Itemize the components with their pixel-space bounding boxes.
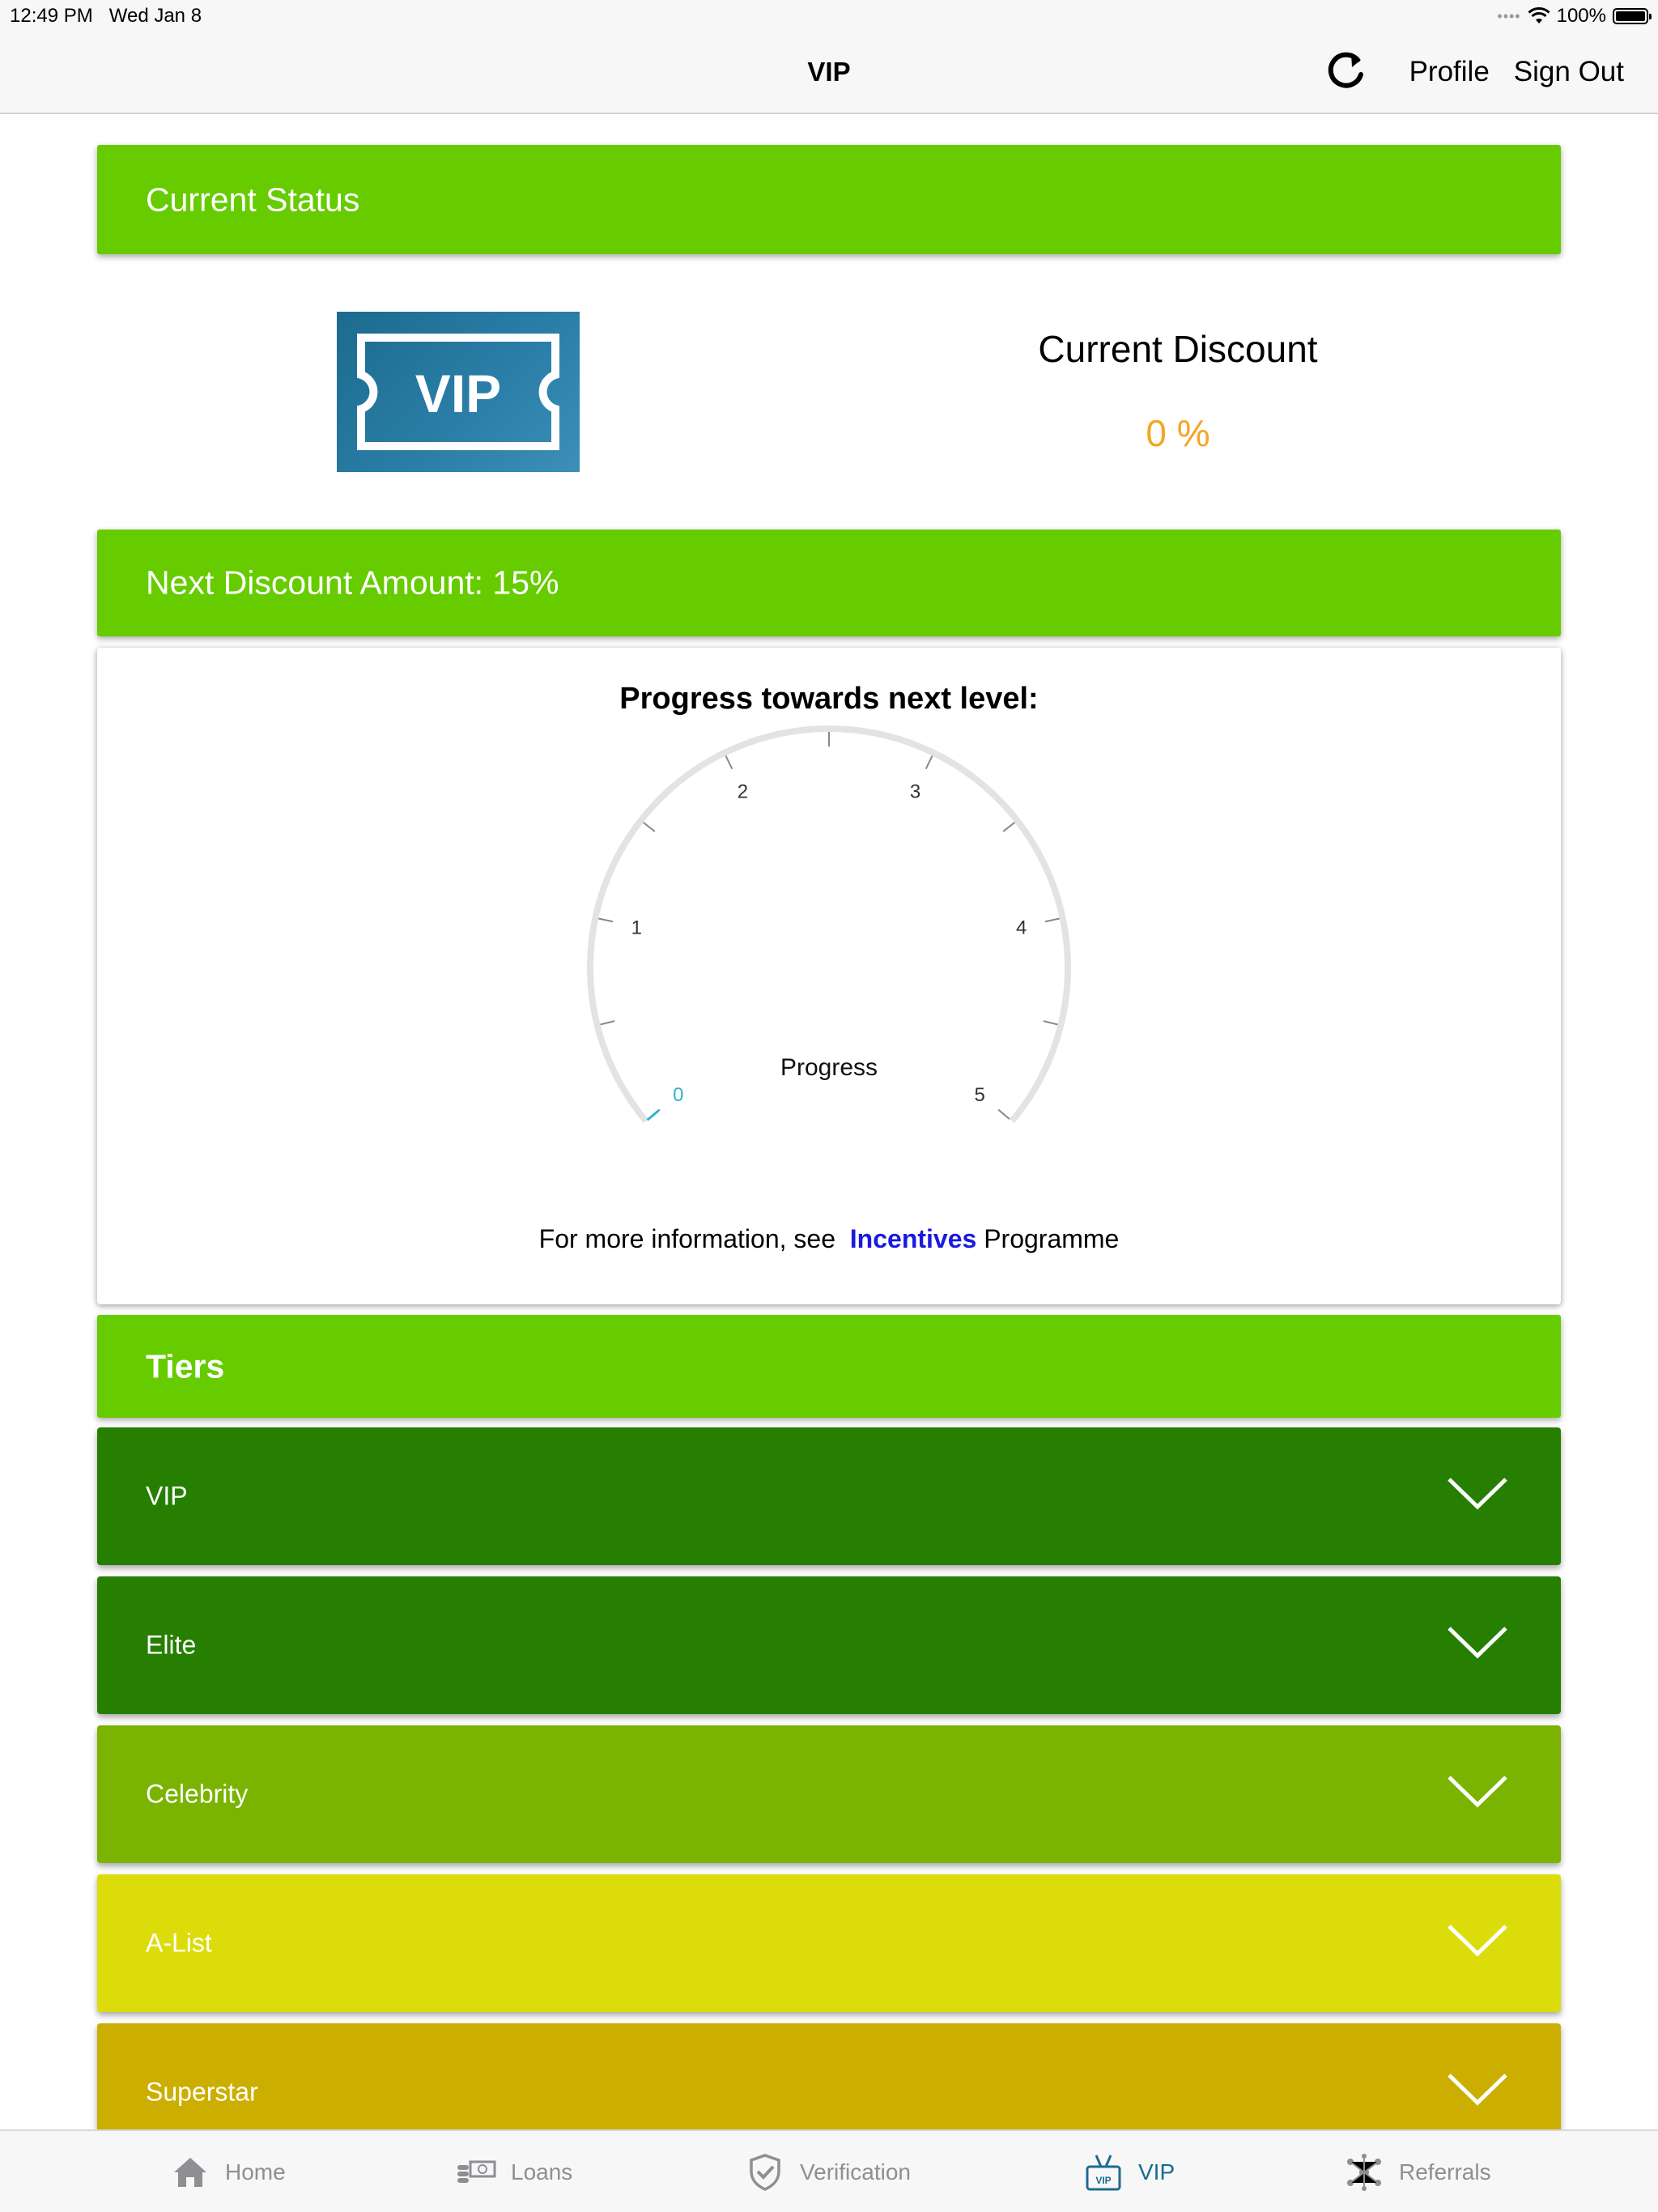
tier-label: Celebrity bbox=[146, 1779, 249, 1809]
gauge-pointer bbox=[648, 1111, 659, 1121]
refresh-icon[interactable] bbox=[1324, 50, 1367, 94]
vip-logo bbox=[337, 312, 580, 472]
next-discount-header bbox=[97, 530, 1561, 636]
cellular-signal-icon: •••• bbox=[1497, 7, 1521, 24]
tier-label: Elite bbox=[146, 1630, 197, 1660]
chevron-down-icon bbox=[1446, 2072, 1509, 2108]
sign-out-button[interactable]: Sign Out bbox=[1513, 56, 1624, 87]
gauge-major-tick bbox=[926, 755, 933, 768]
gauge-minor-tick bbox=[1044, 1021, 1057, 1024]
gauge-major-tick bbox=[598, 918, 613, 921]
current-status-title: Current Status bbox=[146, 181, 360, 218]
chevron-down-icon bbox=[1446, 1774, 1509, 1810]
chevron-down-icon bbox=[1446, 1625, 1509, 1661]
tier-row-a-list[interactable] bbox=[97, 1874, 1561, 2012]
gauge-minor-tick bbox=[1003, 823, 1014, 832]
navigation-bar bbox=[0, 32, 1658, 114]
incentives-link[interactable]: Incentives bbox=[849, 1224, 977, 1253]
tab-vip[interactable]: VIP VIP bbox=[1083, 2131, 1175, 2212]
gauge-tick-label: 5 bbox=[974, 1084, 985, 1107]
profile-button[interactable]: Profile bbox=[1409, 56, 1490, 87]
money-icon bbox=[456, 2152, 496, 2193]
gauge-tick-label: 2 bbox=[737, 781, 749, 803]
page-title: VIP bbox=[807, 57, 851, 87]
gauge-major-tick bbox=[1045, 918, 1060, 921]
tier-label: VIP bbox=[146, 1481, 188, 1511]
home-icon bbox=[170, 2152, 210, 2193]
gauge-minor-tick bbox=[601, 1021, 614, 1024]
progress-title: Progress towards next level: bbox=[619, 682, 1039, 716]
gauge-minor-tick bbox=[644, 823, 655, 832]
tab-verification[interactable]: Verification bbox=[745, 2131, 911, 2212]
chevron-down-icon bbox=[1446, 1923, 1509, 1959]
tier-label: Superstar bbox=[146, 2077, 258, 2107]
tier-row-vip[interactable] bbox=[97, 1427, 1561, 1565]
gauge-tick-label: 0 bbox=[673, 1084, 684, 1107]
network-icon bbox=[1344, 2152, 1384, 2193]
battery-percent: 100% bbox=[1556, 5, 1606, 27]
status-time: 12:49 PM Wed Jan 8 bbox=[10, 5, 202, 27]
current-discount-value: 0 % bbox=[1146, 412, 1210, 454]
gauge-tick-label: 4 bbox=[1016, 917, 1027, 939]
tab-home[interactable]: Home bbox=[170, 2131, 286, 2212]
gauge-major-tick bbox=[725, 755, 732, 768]
vip-badge-icon bbox=[1083, 2152, 1124, 2193]
progress-gauge bbox=[97, 648, 1561, 1304]
progress-card bbox=[97, 648, 1561, 1304]
svg-text:VIP: VIP bbox=[414, 364, 502, 423]
tier-row-elite[interactable] bbox=[97, 1576, 1561, 1714]
battery-icon bbox=[1613, 8, 1648, 24]
wifi-icon bbox=[1528, 7, 1550, 25]
shield-check-icon bbox=[745, 2152, 785, 2193]
status-bar bbox=[0, 0, 1658, 32]
next-discount-title: Next Discount Amount: 15% bbox=[146, 564, 559, 602]
gauge-tick-label: 1 bbox=[631, 917, 642, 939]
current-status-header bbox=[97, 145, 1561, 254]
more-info-text: For more information, see Incentives Programme bbox=[538, 1224, 1120, 1253]
tier-row-celebrity[interactable] bbox=[97, 1725, 1561, 1863]
gauge-major-tick bbox=[998, 1109, 1010, 1119]
tiers-header bbox=[97, 1315, 1561, 1418]
tab-referrals[interactable]: Referrals bbox=[1344, 2131, 1491, 2212]
svg-text:VIP: VIP bbox=[1095, 2175, 1112, 2186]
status-indicators bbox=[1497, 5, 1648, 28]
tiers-title: Tiers bbox=[146, 1347, 225, 1385]
tab-bar bbox=[0, 2129, 1658, 2212]
chevron-down-icon bbox=[1446, 1476, 1509, 1512]
gauge-label: Progress bbox=[780, 1054, 878, 1081]
tab-loans[interactable]: Loans bbox=[456, 2131, 572, 2212]
current-discount-label: Current Discount bbox=[1038, 328, 1318, 370]
nav-actions bbox=[1324, 50, 1624, 94]
tier-label: A-List bbox=[146, 1928, 212, 1958]
gauge-tick-label: 3 bbox=[909, 781, 921, 803]
